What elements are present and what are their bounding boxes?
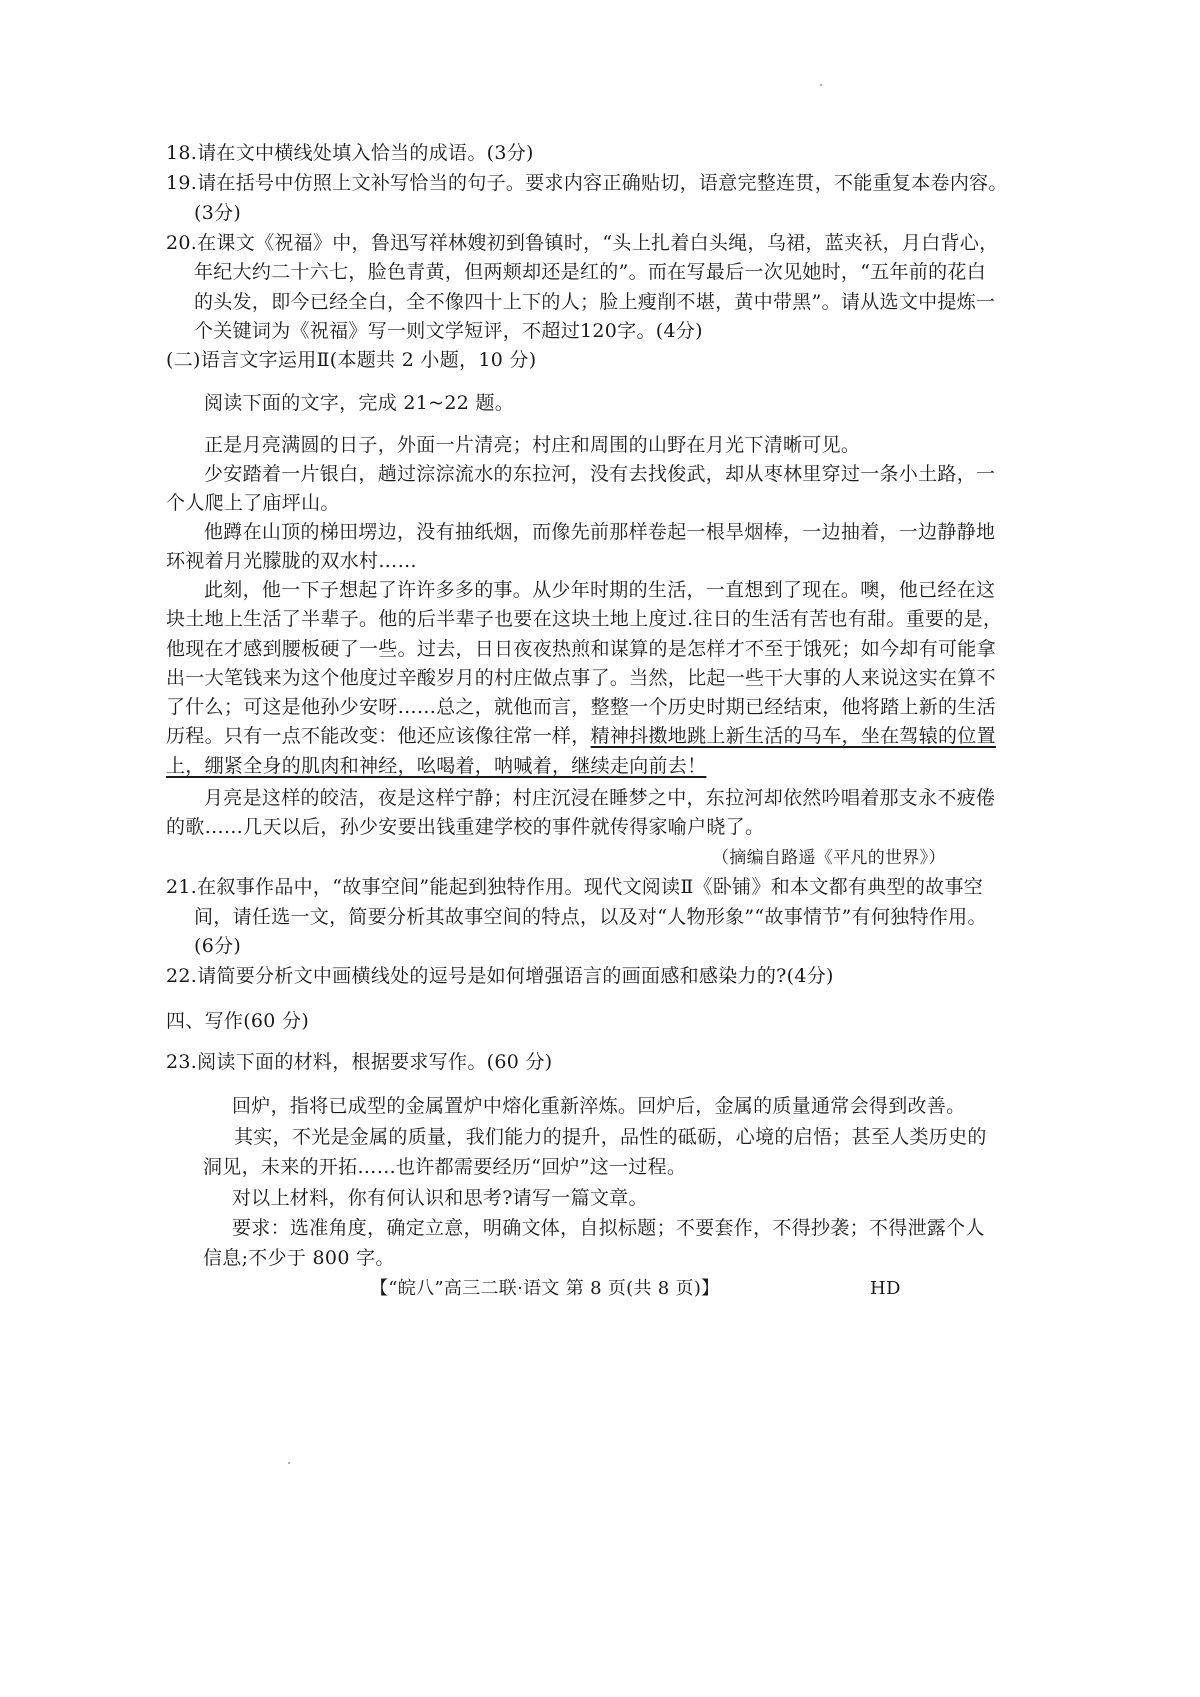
question-19-line-2: (3分): [194, 202, 242, 224]
passage-text: 历程。只有一点不能改变：他还应该像往常一样，: [166, 725, 591, 747]
passage-paragraph-4-line-1: 此刻，他一下子想起了许许多多的事。从少年时期的生活，一直想到了现在。噢，他已经在这: [204, 579, 996, 601]
prompt-line: 对以上材料，你有何认识和思考?请写一篇文章。: [232, 1187, 648, 1209]
passage-paragraph-3-line-2: 环视着月光朦胧的双水村……: [166, 550, 417, 572]
passage-paragraph-4-line-5: 了什么；可这是他孙少安呀……总之，就他而言，整整一个历史时期已经结束，他将踏上新的生活: [166, 696, 996, 718]
passage-paragraph-2-line-1: 少安踏着一片银白，趟过淙淙流水的东拉河，没有去找俊武，却从枣林里穿过一条小土路，一: [204, 463, 996, 485]
passage-paragraph-4-line-6: [166, 723, 996, 749]
footer-code: HD: [870, 1278, 901, 1299]
material-line-3: 洞见，未来的开拓……也许都需要经历“回炉”这一过程。: [203, 1156, 687, 1178]
question-22: 22.请简要分析文中画横线处的逗号是如何增强语言的画面感和感染力的?(4分): [166, 965, 834, 987]
passage-paragraph-4-line-3: 他现在才感到腰板硬了一些。过去，日日夜夜热煎和谋算的是怎样才不至于饿死；如今却有可能拿: [166, 638, 996, 660]
passage-source: （摘编自路遥《平凡的世界》）: [712, 848, 946, 868]
passage-paragraph-4-line-2: 块土地上生活了半辈子。他的后半辈子也要在这块土地上度过.往日的生活有苦也有甜。重要的是，: [166, 608, 1003, 630]
passage-paragraph-3-line-1: 他蹲在山顶的梯田塄边，没有抽纸烟，而像先前那样卷起一根旱烟棒，一边抽着，一边静静地: [204, 521, 996, 543]
passage-paragraph-5-line-1: 月亮是这样的皎洁，夜是这样宁静；村庄沉浸在睡梦之中，东拉河却依然吟唱着那支永不疲倦: [204, 787, 996, 809]
passage-paragraph-4-line-4: 出一大笔钱来为这个他度过辛酸岁月的村庄做点事了。当然，比起一些干大事的人来说这实在算不: [166, 667, 996, 689]
question-20-line-3: 的头发，即今已经全白，全不像四十上下的人；脸上瘦削不堪，黄中带黑”。请从选文中提炼一: [194, 291, 996, 313]
material-line-1: 回炉，指将已成型的金属置炉中熔化重新淬炼。回炉后，金属的质量通常会得到改善。: [232, 1095, 966, 1117]
underlined-sentence-line-2: 上，绷紧全身的肌肉和神经，吆喝着，呐喊着，继续走向前去！: [166, 755, 707, 777]
passage-paragraph-2-line-2: 个人爬上了庙坪山。: [166, 492, 340, 514]
question-21-line-1: 21.在叙事作品中，“故事空间”能起到独特作用。现代文阅读Ⅱ《卧铺》和本文都有典型的故事空: [166, 876, 984, 898]
requirements-line-2: 信息;不少于 800 字。: [203, 1247, 395, 1269]
question-18: 18.请在文中横线处填入恰当的成语。(3分): [166, 142, 534, 164]
question-20-line-1: 20.在课文《祝福》中，鲁迅写祥林嫂初到鲁镇时，“头上扎着白头绳，乌裙，蓝夹袄，月白背心，: [166, 232, 999, 254]
underlined-sentence: 精神抖擞地跳上新生活的马车，坐在驾辕的位置: [590, 725, 996, 747]
material-line-2: 其实，不光是金属的质量，我们能力的提升，品性的砥砺，心境的启悟；甚至人类历史的: [234, 1126, 987, 1148]
requirements-line-1: 要求：选准角度，确定立意，明确文体，自拟标题；不要套作，不得抄袭；不得泄露个人: [232, 1217, 985, 1239]
scan-speck: [288, 1462, 290, 1464]
footer-page-label: 【“皖八”高三二联·语文 第 8 页(共 8 页)】: [370, 1278, 720, 1299]
passage-paragraph-5-line-2: 的歌……几天以后，孙少安要出钱重建学校的事件就传得家喻户晓了。: [166, 816, 765, 838]
section-4-heading: 四、写作(60 分): [166, 1010, 310, 1032]
section-2-instruction: 阅读下面的文字，完成 21~22 题。: [204, 392, 515, 414]
scan-speck: [820, 84, 822, 86]
question-20-line-2: 年纪大约二十六七，脸色青黄，但两颊却还是红的”。而在写最后一次见她时，“五年前的花白: [194, 261, 987, 283]
section-2-heading: (二)语言文字运用Ⅱ(本题共 2 小题，10 分): [166, 349, 537, 371]
question-19-line-1: 19.请在括号中仿照上文补写恰当的句子。要求内容正确贴切，语意完整连贯，不能重复本卷内容。: [166, 172, 1008, 194]
passage-paragraph-1: 正是月亮满圆的日子，外面一片清亮；村庄和周围的山野在月光下清晰可见。: [204, 434, 861, 456]
question-21-line-2: 间，请任选一文，简要分析其故事空间的特点，以及对“人物形象”“故事情节”有何独特作用。: [194, 906, 987, 928]
question-23: 23.阅读下面的材料，根据要求写作。(60 分): [166, 1051, 553, 1073]
question-20-line-4: 个关键词为《祝福》写一则文学短评，不超过120字。(4分): [194, 320, 703, 342]
question-21-line-3: (6分): [194, 935, 242, 957]
